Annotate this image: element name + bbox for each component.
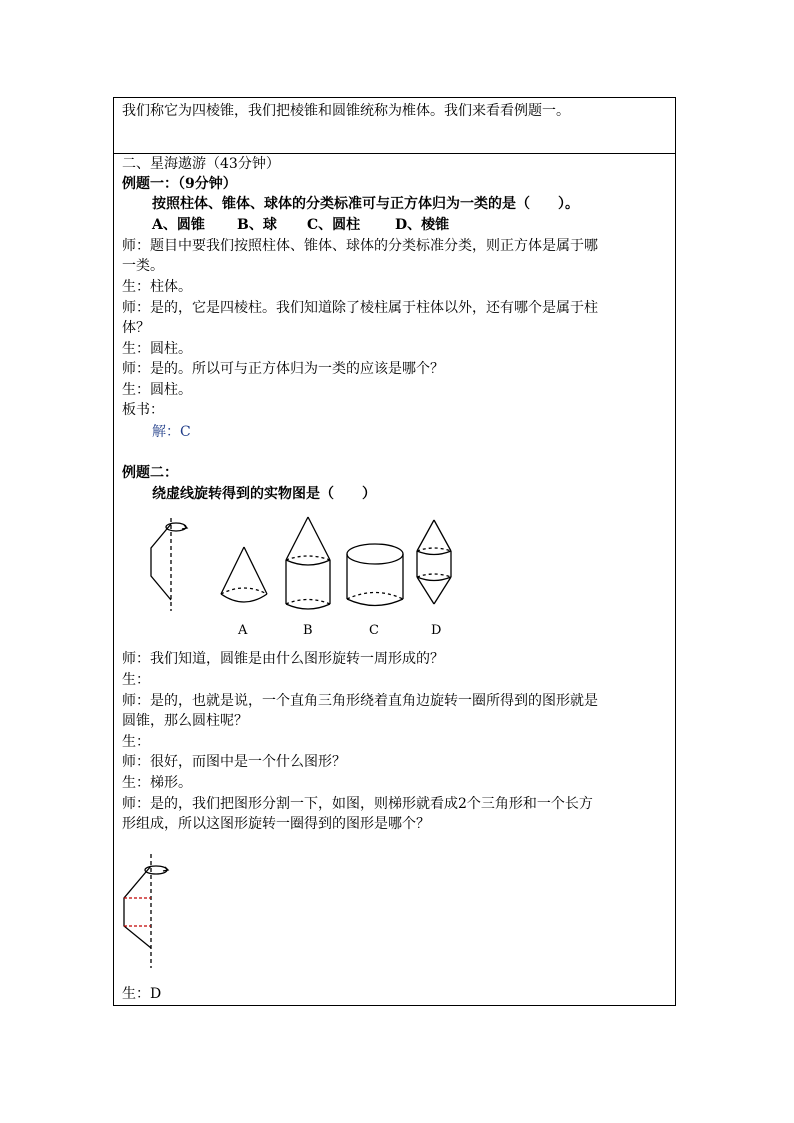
label-a: A (238, 623, 248, 638)
label-d: D (431, 623, 442, 638)
example1-options (152, 215, 449, 235)
dialog-line: 生：柱体。 (122, 279, 192, 295)
label-c: C (369, 623, 379, 638)
option-c: C、圆柱 (307, 217, 361, 233)
figure-c-cylinder (347, 544, 403, 606)
option-d: D、棱锥 (395, 217, 450, 233)
dialog-line: 师：我们知道，圆锥是由什么图形旋转一周形成的？ (122, 651, 444, 667)
decomposed-shape-figure (114, 850, 194, 975)
rotation-shape (151, 518, 187, 611)
figure-a-cone (221, 547, 267, 602)
answer-2: 生：D (122, 986, 162, 1002)
answer-1: 解：C (152, 424, 191, 440)
dialog-line: 生： (122, 672, 150, 688)
dialog-line: 形组成，所以这图形旋转一圈得到的图形是哪个？ (122, 816, 430, 832)
dialog-line: 板书： (122, 402, 164, 418)
dialog-line: 师：是的。所以可与正方体归为一类的应该是哪个？ (122, 361, 444, 377)
dialog-line: 师：是的，它是四棱柱。我们知道除了棱柱属于柱体以外，还有哪个是属于柱 (122, 300, 598, 316)
dialog-line: 生：梯形。 (122, 775, 192, 791)
label-b: B (303, 623, 313, 638)
dialog-line: 圆锥，那么圆柱呢？ (122, 713, 248, 729)
dialog-line: 师：是的，也就是说，一个直角三角形绕着直角边旋转一圈所得到的图形就是 (122, 693, 598, 709)
dialog-line: 生：圆柱。 (122, 382, 192, 398)
example2-question: 绕虚线旋转得到的实物图是（ ） (152, 486, 376, 502)
example1-question: 按照柱体、锥体、球体的分类标准可与正方体归为一类的是（ ）。 (152, 196, 579, 212)
dialog-line: 一类。 (122, 258, 164, 274)
option-a: A、圆锥 (152, 217, 205, 233)
dialog-line: 师：很好，而图中是一个什么图形？ (122, 754, 346, 770)
dialog-line: 生：圆柱。 (122, 341, 192, 357)
lesson-table (113, 97, 676, 1006)
solids-figure (114, 514, 675, 649)
example1-title: 例题一：（9分钟） (122, 176, 237, 192)
table-row-main (114, 154, 675, 1005)
example2-title: 例题二： (122, 465, 178, 481)
option-b: B、球 (237, 217, 277, 233)
table-row-intro (114, 98, 675, 154)
figure-d-double-cone (417, 520, 451, 604)
dialog-line: 师：是的，我们把图形分割一下，如图，则梯形就看成2个三角形和一个长方 (122, 796, 593, 812)
dialog-line: 体？ (122, 320, 150, 336)
figure-b-cone-cylinder (286, 517, 330, 609)
dialog-line: 生： (122, 734, 150, 750)
intro-text: 我们称它为四棱锥，我们把棱锥和圆锥统称为椎体。我们来看看例题一。 (122, 103, 570, 119)
section-title: 二、星海遨游（43分钟） (122, 156, 280, 172)
dialog-line: 师：题目中要我们按照柱体、锥体、球体的分类标准分类，则正方体是属于哪 (122, 238, 598, 254)
